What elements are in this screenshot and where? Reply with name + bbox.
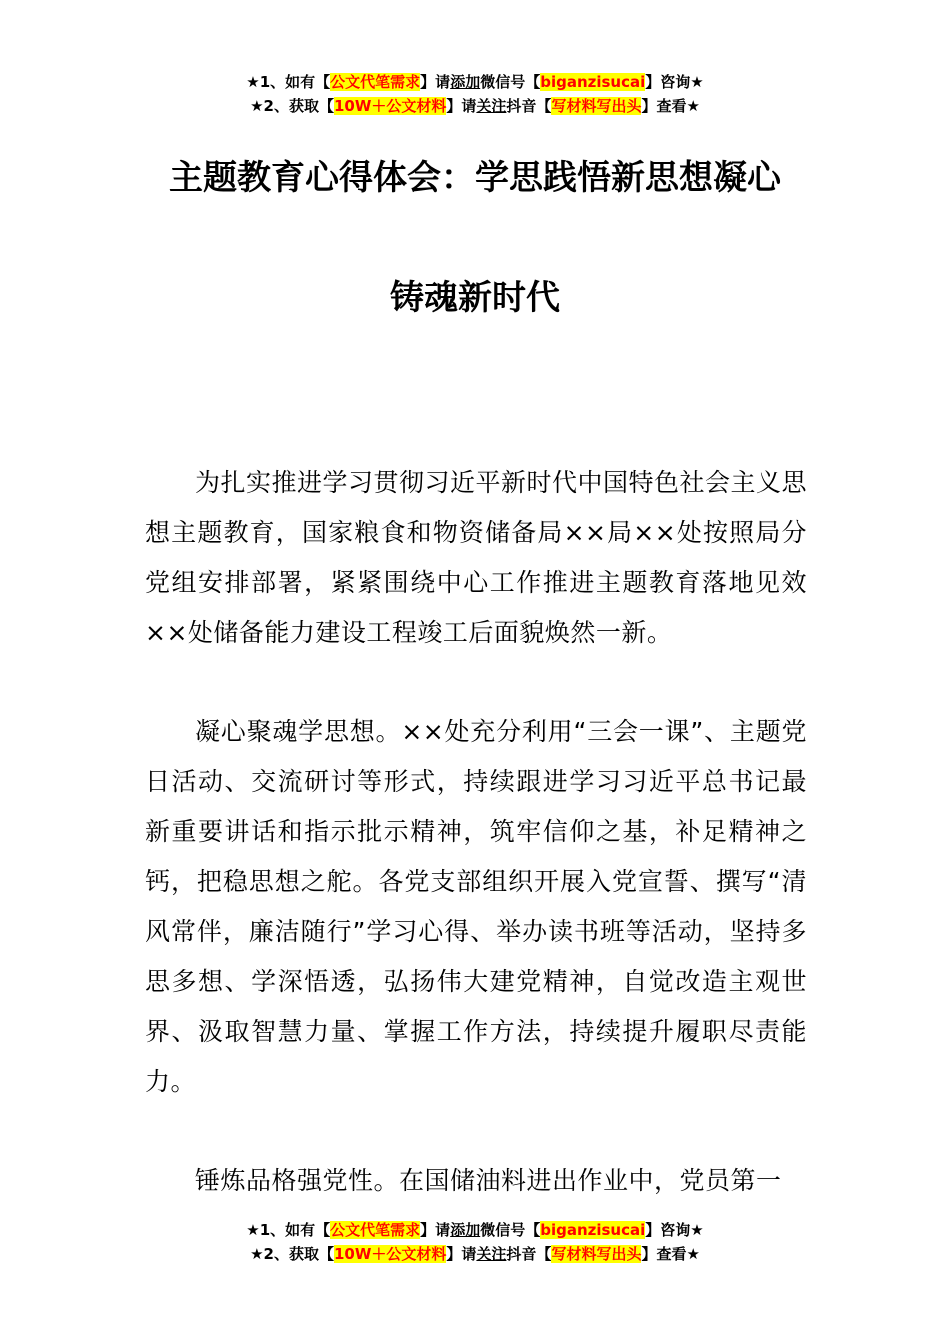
footer-2-prefix: ★2、获取【 — [250, 1245, 334, 1263]
body-paragraph-1: 为扎实推进学习贯彻习近平新时代中国特色社会主义思想主题教育，国家粮食和物资储备局××局××处按照局分党组安排部署，紧紧围绕中心工作推进主题教育落地见效××处储备能力建设工程竣工后面貌焕然一新。 — [145, 468, 808, 647]
promo-1-mid2: 微信号【 — [480, 73, 541, 91]
body-paragraph-2: 凝心聚魂学思想。××处充分利用“三会一课”、主题党日活动、交流研讨等形式，持续跟进学习习近平总书记最新重要讲话和指示批示精神，筑牢信仰之基，补足精神之钙，把稳思想之舵。各党支部组织开展入党宣誓、撰写“清风常伴，廉洁随行”学习心得、举办读书班等活动，坚持多思多想、学深悟透，弘扬伟大建党精神，自觉改造主观世界、汲取智慧力量、掌握工作方法，持续提升履职尽责能力。 — [145, 717, 807, 1096]
promo-1-mid1: 】请 — [420, 73, 451, 91]
promo-2-prefix: ★2、获取【 — [250, 97, 334, 115]
promo-line-2 — [0, 94, 950, 118]
footer-2-douyin-id: 写材料写出头 — [551, 1245, 642, 1263]
document-title-line-1: 主题教育心得体会：学思践悟新思想凝心 — [169, 158, 781, 198]
header-promo-banner — [0, 70, 950, 118]
footer-2-highlight-material: 10W＋公文材料 — [333, 1245, 447, 1263]
promo-2-douyin-id: 写材料写出头 — [551, 97, 642, 115]
promo-1-prefix: ★1、如有【 — [246, 73, 331, 91]
promo-2-suffix: 】查看★ — [641, 97, 700, 115]
footer-1-highlight-service: 公文代笔需求 — [330, 1221, 421, 1239]
footer-1-wechat-id: biganzisucai — [540, 1221, 646, 1239]
promo-2-emph: 关注 — [476, 97, 507, 115]
footer-2-mid1: 】请 — [446, 1245, 477, 1263]
promo-1-wechat-id: biganzisucai — [540, 73, 646, 91]
footer-promo-banner — [0, 1218, 950, 1266]
body-paragraph-3: 锤炼品格强党性。在国储油料进出作业中，党员第一 — [195, 1166, 782, 1195]
footer-1-mid2: 微信号【 — [480, 1221, 541, 1239]
promo-1-highlight-service: 公文代笔需求 — [330, 73, 421, 91]
promo-2-mid1: 】请 — [446, 97, 477, 115]
promo-line-1 — [0, 70, 950, 94]
footer-1-mid1: 】请 — [420, 1221, 451, 1239]
footer-2-emph: 关注 — [476, 1245, 507, 1263]
promo-1-suffix: 】咨询★ — [645, 73, 704, 91]
footer-promo-line-2 — [0, 1242, 950, 1266]
footer-1-suffix: 】咨询★ — [645, 1221, 704, 1239]
footer-2-suffix: 】查看★ — [641, 1245, 700, 1263]
footer-promo-line-1 — [0, 1218, 950, 1242]
promo-1-emph: 添加 — [450, 73, 481, 91]
footer-1-prefix: ★1、如有【 — [246, 1221, 331, 1239]
footer-2-mid2: 抖音【 — [506, 1245, 552, 1263]
promo-2-mid2: 抖音【 — [506, 97, 552, 115]
footer-1-emph: 添加 — [450, 1221, 481, 1239]
promo-2-highlight-material: 10W＋公文材料 — [333, 97, 447, 115]
document-title-line-2: 铸魂新时代 — [390, 278, 560, 318]
